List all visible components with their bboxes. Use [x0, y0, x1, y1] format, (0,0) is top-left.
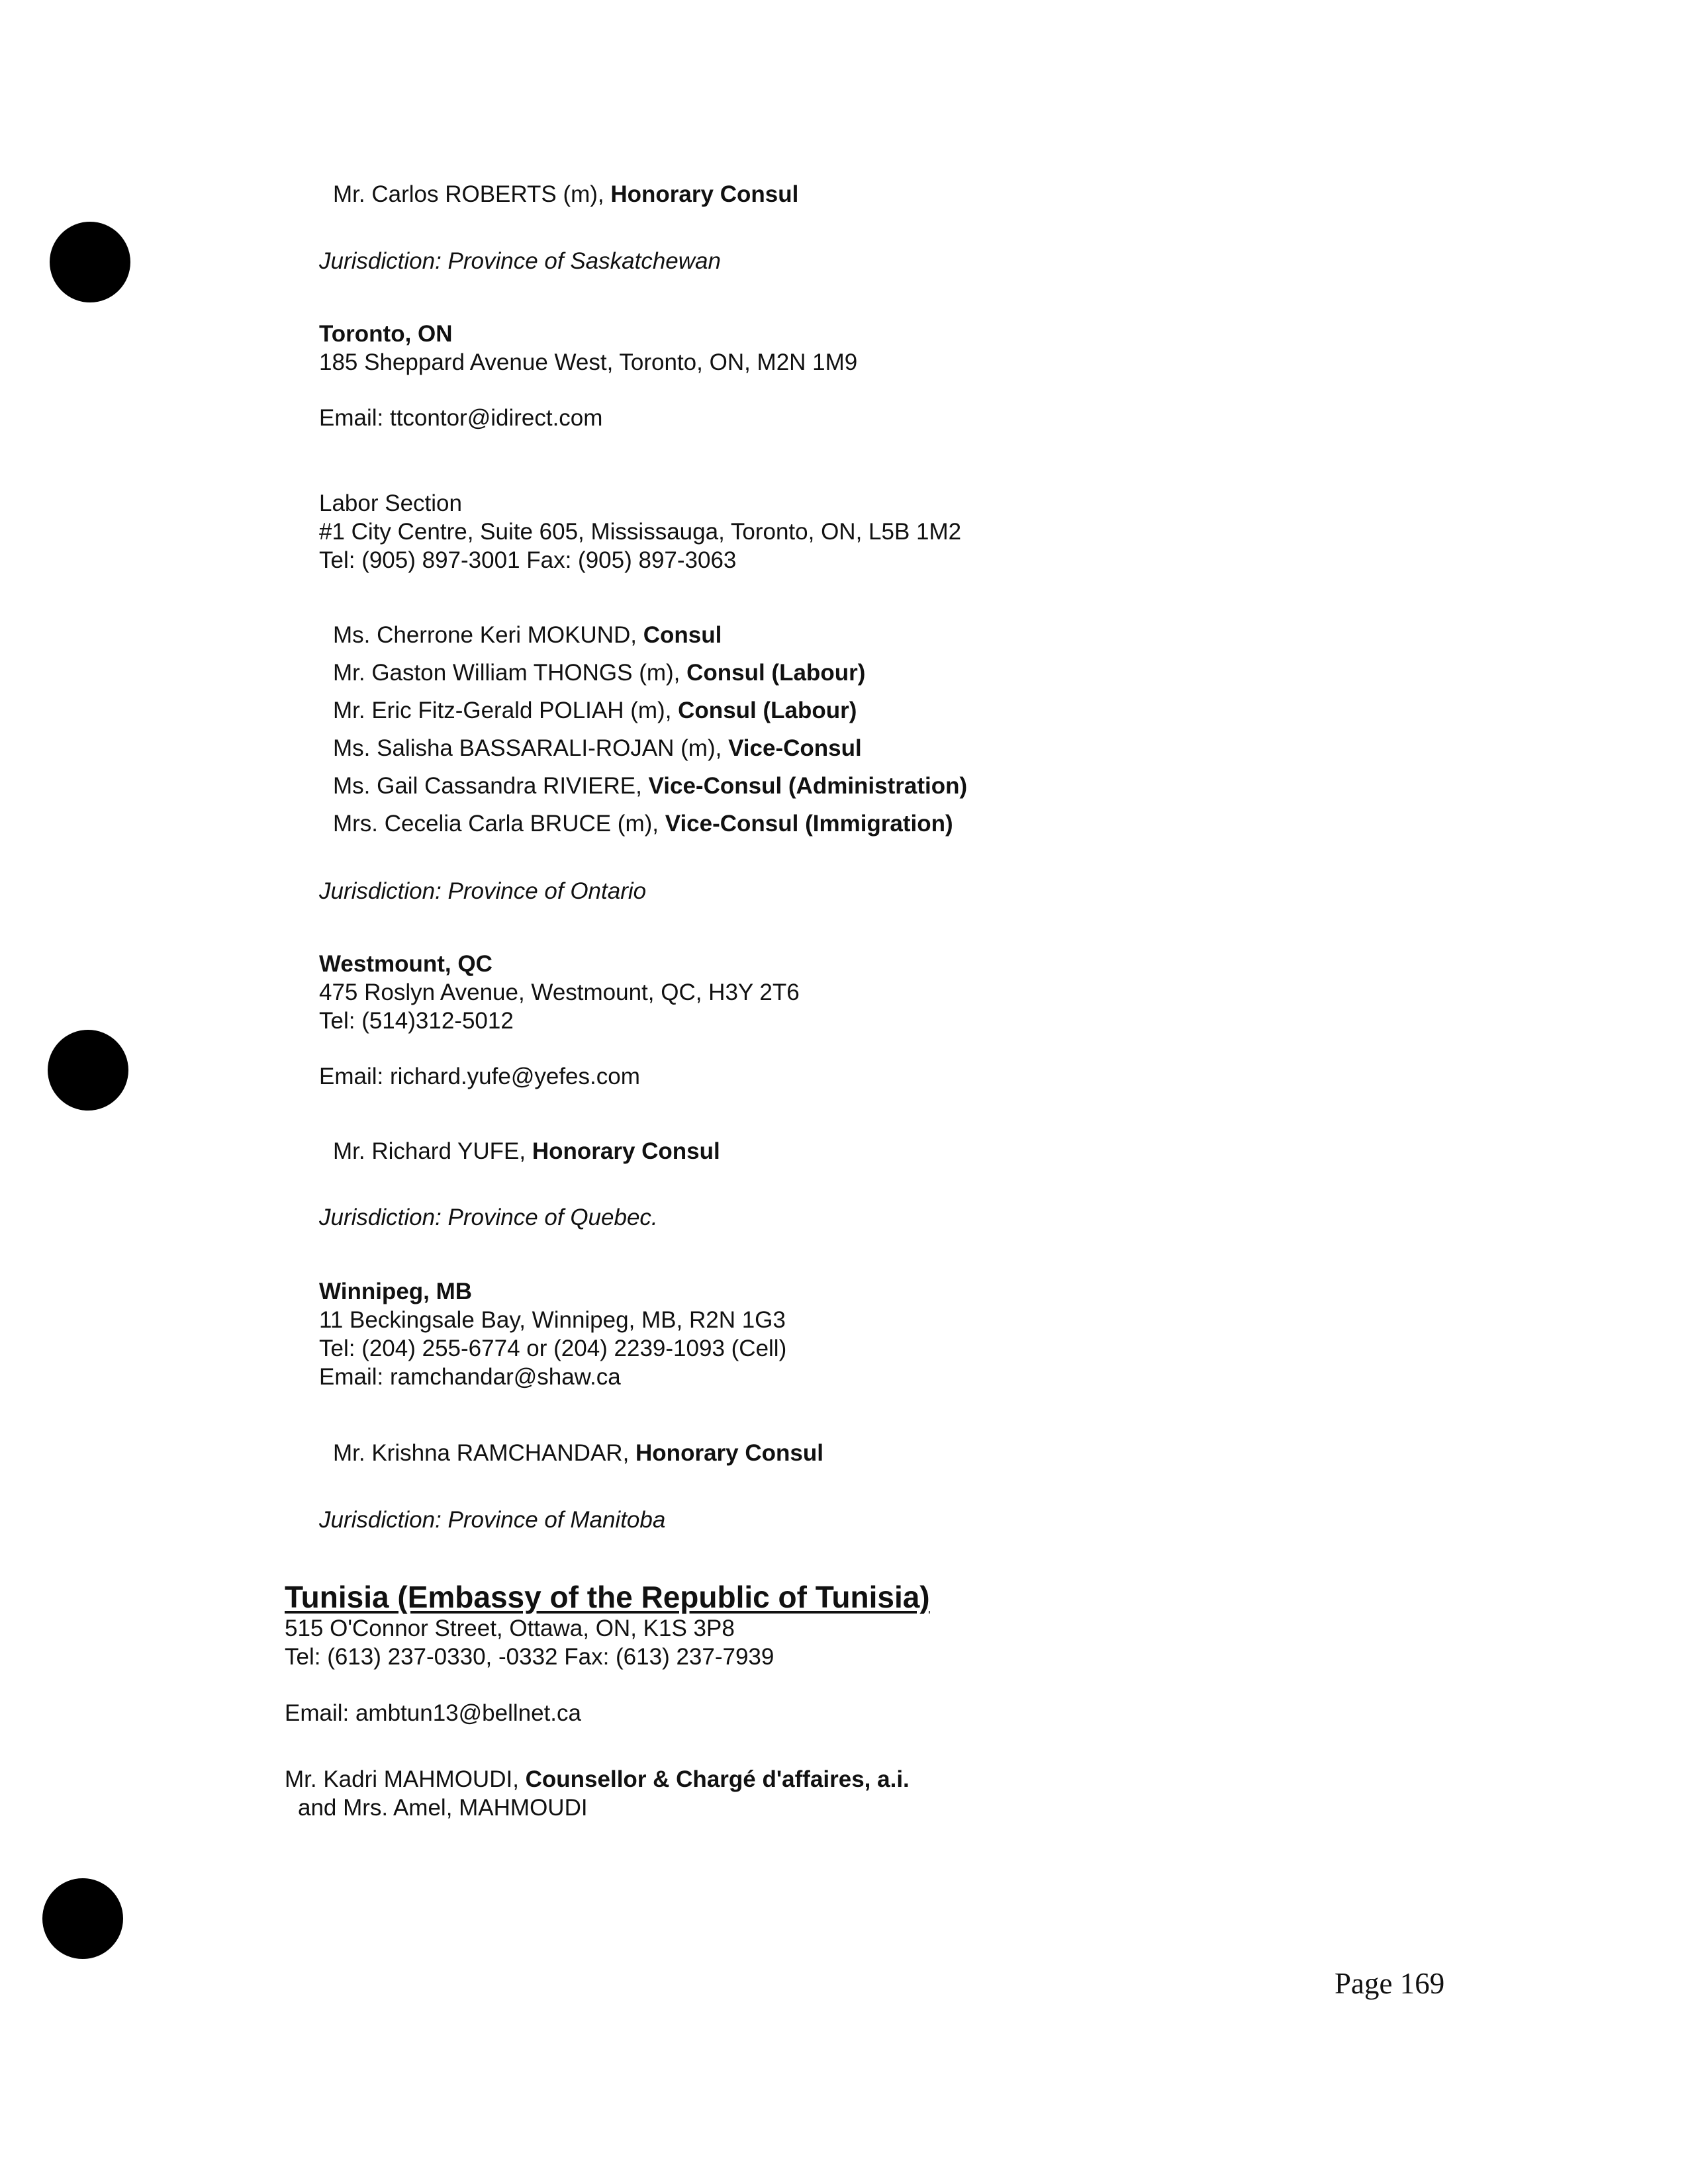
staff-title: Vice-Consul [728, 735, 862, 761]
punch-hole [42, 1878, 123, 1959]
labor-section-tel: Tel: (905) 897-3001 Fax: (905) 897-3063 [319, 547, 737, 573]
winnipeg-tel: Tel: (204) 255-6774 or (204) 2239-1093 (Cell) [319, 1336, 787, 1361]
page-number: Page 169 [1335, 1967, 1445, 2000]
tunisia-email: Email: ambtun13@bellnet.ca [285, 1700, 581, 1726]
staff-name: Ms. Gail Cassandra RIVIERE, [333, 773, 649, 799]
saskatchewan-person [333, 183, 798, 206]
punch-hole [50, 222, 130, 302]
winnipeg-jurisdiction: Jurisdiction: Province of Manitoba [319, 1507, 666, 1533]
winnipeg-city: Winnipeg, MB [319, 1279, 473, 1304]
toronto-jurisdiction: Jurisdiction: Province of Ontario [319, 878, 647, 904]
person-title: Honorary Consul [635, 1440, 823, 1466]
person-name: Mr. Carlos ROBERTS (m), [333, 181, 611, 207]
westmount-jurisdiction: Jurisdiction: Province of Quebec. [319, 1205, 658, 1230]
staff-title: Vice-Consul (Immigration) [665, 811, 953, 837]
toronto-address: 185 Sheppard Avenue West, Toronto, ON, M2N 1M9 [319, 349, 858, 375]
punch-hole [48, 1030, 128, 1111]
labor-section-title: Labor Section [319, 490, 462, 516]
westmount-person [333, 1140, 720, 1163]
person-title: Honorary Consul [610, 181, 799, 207]
westmount-tel: Tel: (514)312-5012 [319, 1008, 514, 1034]
westmount-address: 475 Roslyn Avenue, Westmount, QC, H3Y 2T6 [319, 979, 800, 1005]
staff-entry [333, 699, 857, 722]
person-name: Mr. Richard YUFE, [333, 1138, 532, 1164]
staff-title: Consul (Labour) [678, 698, 857, 723]
staff-name: Ms. Cherrone Keri MOKUND, [333, 622, 643, 648]
tunisia-heading: Tunisia (Embassy of the Republic of Tunisia) [285, 1580, 930, 1614]
person-title: Honorary Consul [532, 1138, 720, 1164]
staff-entry [333, 661, 865, 684]
tunisia-spouse: and Mrs. Amel, MAHMOUDI [298, 1795, 588, 1821]
staff-entry [333, 623, 722, 647]
westmount-email: Email: richard.yufe@yefes.com [319, 1064, 640, 1089]
staff-name: Mr. Gaston William THONGS (m), [333, 660, 687, 686]
toronto-email: Email: ttcontor@idirect.com [319, 405, 603, 431]
staff-title: Vice-Consul (Administration) [648, 773, 968, 799]
staff-name: Mr. Eric Fitz-Gerald POLIAH (m), [333, 698, 679, 723]
winnipeg-person [333, 1441, 823, 1465]
winnipeg-email: Email: ramchandar@shaw.ca [319, 1364, 621, 1390]
staff-entry [333, 812, 953, 835]
person-title: Counsellor & Chargé d'affaires, a.i. [525, 1766, 910, 1792]
person-name: Mr. Krishna RAMCHANDAR, [333, 1440, 636, 1466]
saskatchewan-jurisdiction: Jurisdiction: Province of Saskatchewan [319, 248, 721, 274]
toronto-city: Toronto, ON [319, 321, 453, 347]
tunisia-tel: Tel: (613) 237-0330, -0332 Fax: (613) 237-7939 [285, 1644, 774, 1670]
staff-entry [333, 774, 967, 797]
westmount-city: Westmount, QC [319, 951, 492, 977]
staff-name: Ms. Salisha BASSARALI-ROJAN (m), [333, 735, 729, 761]
person-name: Mr. Kadri MAHMOUDI, [285, 1766, 526, 1792]
tunisia-person [285, 1768, 910, 1791]
winnipeg-address: 11 Beckingsale Bay, Winnipeg, MB, R2N 1G3 [319, 1307, 786, 1333]
staff-title: Consul [643, 622, 722, 648]
staff-name: Mrs. Cecelia Carla BRUCE (m), [333, 811, 665, 837]
staff-entry [333, 737, 862, 760]
labor-section-address: #1 City Centre, Suite 605, Mississauga, Toronto, ON, L5B 1M2 [319, 519, 962, 545]
tunisia-address: 515 O'Connor Street, Ottawa, ON, K1S 3P8 [285, 1615, 735, 1641]
staff-title: Consul (Labour) [686, 660, 866, 686]
